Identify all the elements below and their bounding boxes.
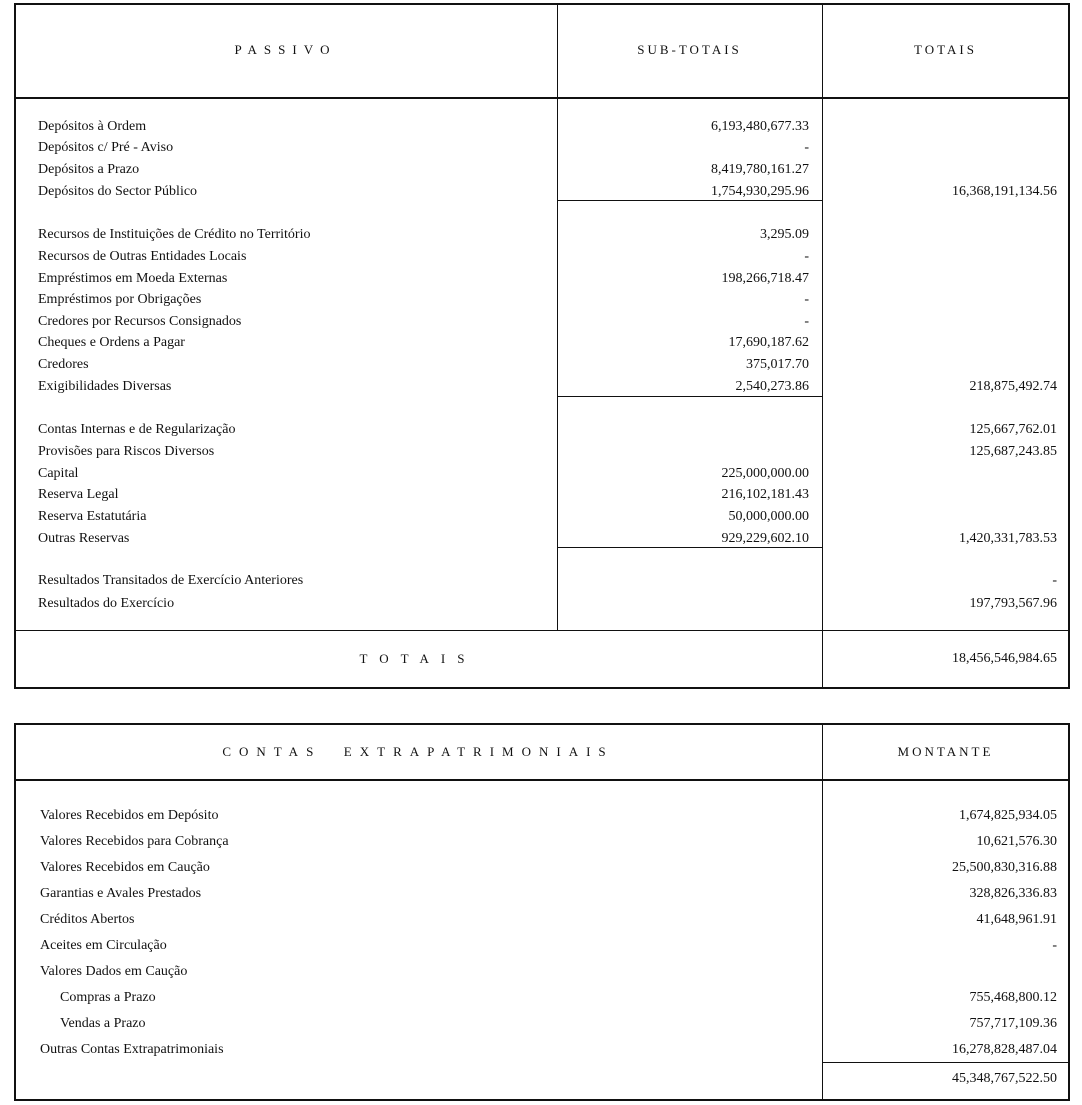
extra-total: 45,348,767,522.50: [952, 1071, 1057, 1086]
row-label: Resultados do Exercício: [38, 596, 175, 611]
row-label: Recursos de Instituições de Crédito no Território: [38, 227, 311, 242]
row-label: Valores Recebidos em Depósito: [40, 808, 219, 823]
row-subtotal: -: [804, 140, 809, 155]
row-label: Compras a Prazo: [60, 990, 156, 1005]
row-subtotal: 1,754,930,295.96: [711, 184, 809, 199]
row-label: Empréstimos em Moeda Externas: [38, 271, 228, 286]
row-subtotal: 8,419,780,161.27: [711, 162, 809, 177]
row-value: 1,674,825,934.05: [959, 808, 1057, 823]
totals-value: 18,456,546,984.65: [952, 651, 1057, 666]
subtotal-rule: [557, 547, 822, 548]
header-subtotais: SUB-TOTAIS: [637, 42, 742, 57]
row-subtotal: 3,295.09: [760, 227, 809, 242]
row-total: 218,875,492.74: [969, 379, 1057, 394]
row-subtotal: 6,193,480,677.33: [711, 119, 809, 134]
row-total: -: [1052, 573, 1057, 588]
row-label: Outras Contas Extrapatrimoniais: [40, 1042, 224, 1057]
row-label: Garantias e Avales Prestados: [40, 886, 202, 901]
header-passivo: PASSIVO: [234, 42, 337, 57]
header-contas: CONTAS EXTRAPATRIMONIAIS: [222, 744, 614, 759]
row-label: Outras Reservas: [38, 531, 130, 546]
row-subtotal: -: [804, 314, 809, 329]
row-value: 757,717,109.36: [969, 1016, 1057, 1031]
row-label: Depósitos c/ Pré - Aviso: [38, 140, 174, 155]
header-totais: TOTAIS: [914, 42, 977, 57]
row-label: Depósitos à Ordem: [38, 119, 147, 134]
divider: [14, 630, 1070, 631]
row-subtotal: 198,266,718.47: [721, 271, 809, 286]
row-label: Resultados Transitados de Exercício Anteriores: [38, 573, 304, 588]
row-subtotal: 17,690,187.62: [728, 335, 809, 350]
subtotal-rule: [557, 396, 822, 397]
row-subtotal: 225,000,000.00: [721, 466, 809, 481]
row-label: Exigibilidades Diversas: [38, 379, 172, 394]
row-subtotal: -: [804, 249, 809, 264]
row-value: 16,278,828,487.04: [952, 1042, 1057, 1057]
row-subtotal: 929,229,602.10: [721, 531, 809, 546]
row-label: Contas Internas e de Regularização: [38, 422, 236, 437]
row-label: Depósitos do Sector Público: [38, 184, 198, 199]
row-subtotal: 2,540,273.86: [735, 379, 809, 394]
divider: [14, 97, 1070, 99]
row-label: Depósitos a Prazo: [38, 162, 140, 177]
row-label: Reserva Estatutária: [38, 509, 147, 524]
row-label: Provisões para Riscos Diversos: [38, 444, 215, 459]
row-label: Empréstimos por Obrigações: [38, 292, 202, 307]
row-subtotal: 375,017.70: [746, 357, 809, 372]
row-label: Valores Dados em Caução: [40, 964, 188, 979]
row-total: 125,667,762.01: [969, 422, 1057, 437]
row-total: 16,368,191,134.56: [952, 184, 1057, 199]
row-label: Credores: [38, 357, 89, 372]
subtotal-rule: [557, 200, 822, 201]
row-label: Aceites em Circulação: [40, 938, 167, 953]
row-label: Valores Recebidos para Cobrança: [40, 834, 229, 849]
row-value: 755,468,800.12: [969, 990, 1057, 1005]
row-subtotal: 216,102,181.43: [721, 487, 809, 502]
row-value: -: [1052, 938, 1057, 953]
row-total: 1,420,331,783.53: [959, 531, 1057, 546]
row-value: 25,500,830,316.88: [952, 860, 1057, 875]
row-value: 10,621,576.30: [976, 834, 1057, 849]
row-value: 328,826,336.83: [969, 886, 1057, 901]
divider: [14, 779, 1070, 781]
row-label: Reserva Legal: [38, 487, 119, 502]
row-label: Valores Recebidos em Caução: [40, 860, 210, 875]
total-rule: [822, 1062, 1069, 1063]
row-total: 197,793,567.96: [969, 596, 1057, 611]
row-subtotal: -: [804, 292, 809, 307]
header-montante: MONTANTE: [897, 744, 994, 759]
row-label: Credores por Recursos Consignados: [38, 314, 242, 329]
row-label: Recursos de Outras Entidades Locais: [38, 249, 247, 264]
row-total: 125,687,243.85: [969, 444, 1057, 459]
row-label: Vendas a Prazo: [60, 1016, 146, 1031]
totals-label: TOTAIS: [359, 651, 477, 666]
row-value: 41,648,961.91: [976, 912, 1057, 927]
row-label: Créditos Abertos: [40, 912, 135, 927]
row-label: Cheques e Ordens a Pagar: [38, 335, 185, 350]
row-label: Capital: [38, 466, 79, 481]
row-subtotal: 50,000,000.00: [728, 509, 809, 524]
